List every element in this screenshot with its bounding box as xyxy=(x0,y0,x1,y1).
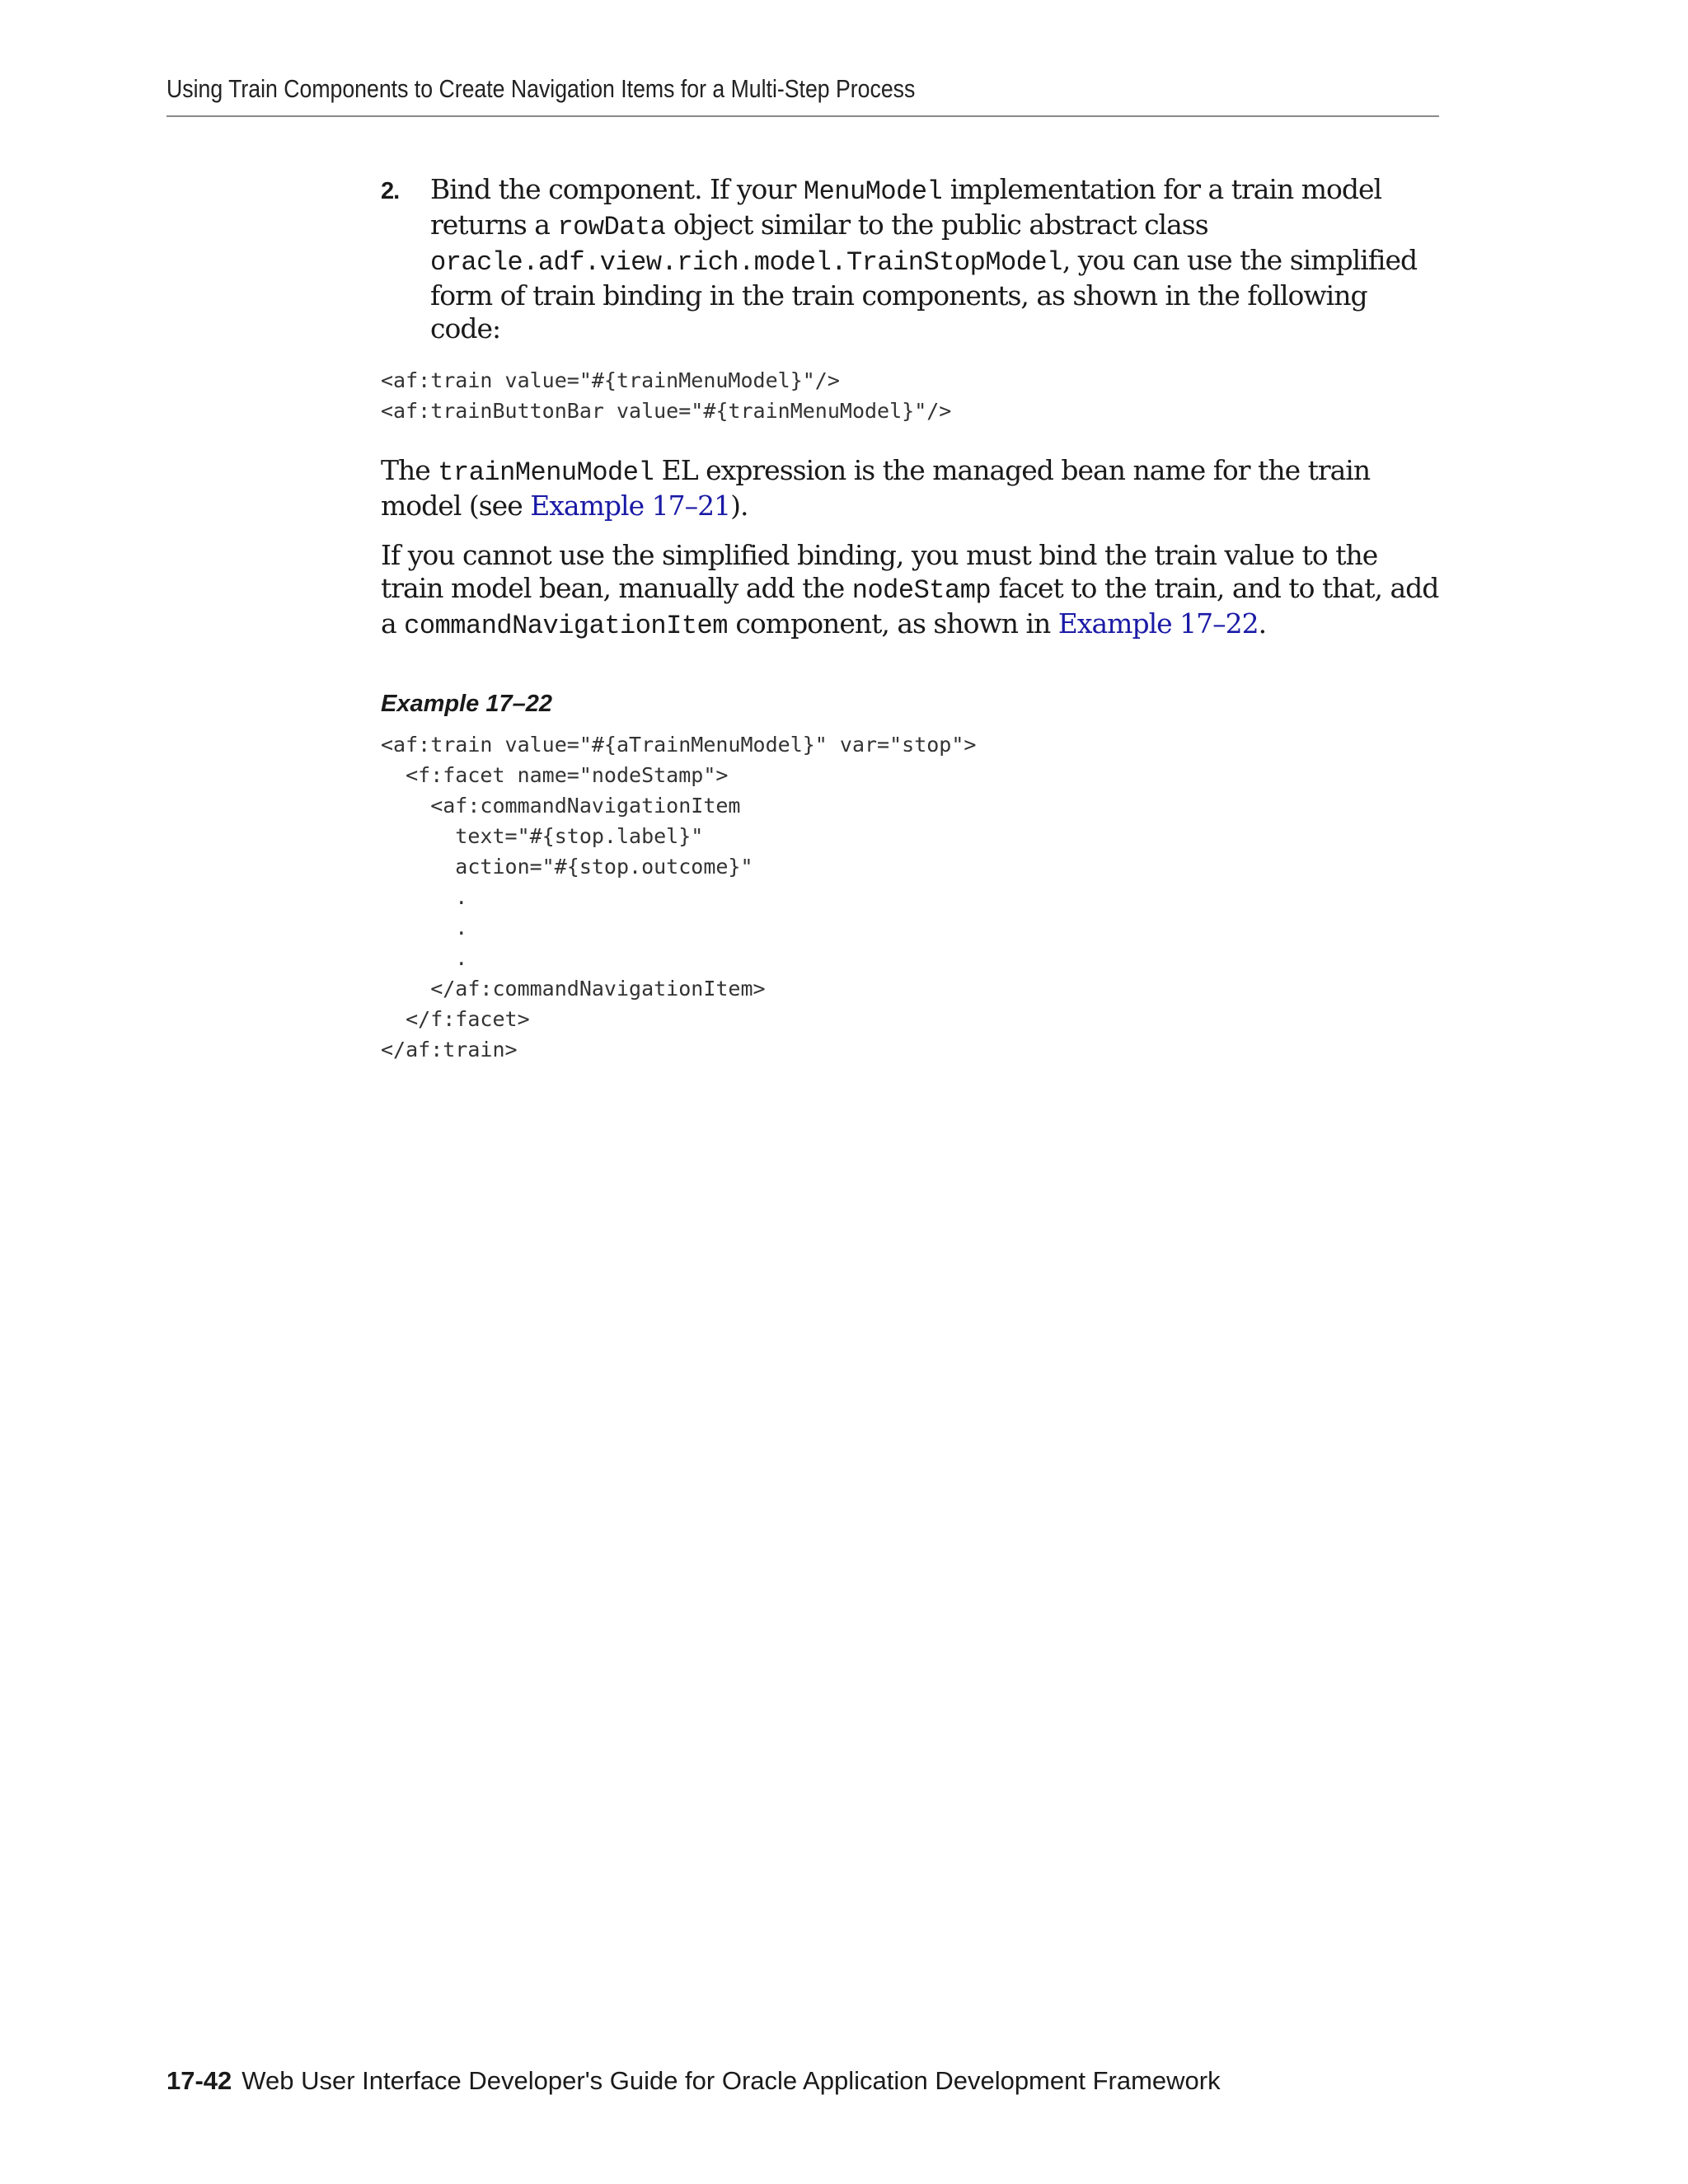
step-2 xyxy=(381,173,1444,345)
step-number: 2. xyxy=(381,178,400,204)
step-text-4: , you can use the simplified form of train binding in the train components, as shown in the following code: xyxy=(430,244,1418,344)
paragraph-manual-binding xyxy=(381,539,1444,643)
step-text-2: implementation for a train model returns a xyxy=(430,173,1382,241)
page-content xyxy=(381,173,1444,1065)
para2-text-4: . xyxy=(1258,607,1267,640)
code-block-example-17-22: <af:train value="#{aTrainMenuModel}" var="stop"> <f:facet name="nodeStamp"> <af:commandNavigationItem text="#{stop.label}" action="#{stop.outcome}" . . . </af:commandNavigationItem> </f:facet> </af:train> xyxy=(381,733,977,1062)
menumodel-code: MenuModel xyxy=(803,176,943,207)
step-text-1: Bind the component. If your xyxy=(430,173,804,205)
book-title: Web User Interface Developer's Guide for Oracle Application Development Framework xyxy=(241,2066,1221,2095)
page-footer xyxy=(166,2066,1221,2096)
para1-text-1: The xyxy=(381,454,438,486)
commandnavigationitem-code: commandNavigationItem xyxy=(404,611,728,641)
rowdata-code: rowData xyxy=(557,212,666,242)
step-text xyxy=(430,173,1444,345)
paragraph-trainmenumodel xyxy=(381,454,1444,523)
example-title: Example 17–22 xyxy=(381,691,552,717)
para2-text-1: If you cannot use the simplified binding, you must bind the train value to the train model bean, manually add the xyxy=(381,539,1378,604)
nodestamp-code: nodeStamp xyxy=(851,575,992,606)
step-text-3: object similar to the public abstract class xyxy=(665,209,1208,241)
link-example-17-21[interactable]: Example 17–21 xyxy=(530,490,731,522)
para1-text-3: ). xyxy=(730,490,748,522)
para2-text-3: component, as shown in xyxy=(727,607,1058,640)
para1-text-2: EL expression is the managed bean name for the train model (see xyxy=(381,454,1371,522)
code-block-simplified-binding: <af:train value="#{trainMenuModel}"/> <af:trainButtonBar value="#{trainMenuModel}"/> xyxy=(381,368,952,423)
para2-text-2: facet to the train, and to that, add a xyxy=(381,572,1439,640)
running-header: Using Train Components to Create Navigation Items for a Multi-Step Process xyxy=(166,74,916,103)
header-divider xyxy=(166,115,1439,117)
trainmenumodel-code: trainMenuModel xyxy=(438,457,654,488)
link-example-17-22[interactable]: Example 17–22 xyxy=(1057,607,1259,640)
page-number: 17-42 xyxy=(166,2066,232,2095)
trainstopmodel-code: oracle.adf.view.rich.model.TrainStopModel xyxy=(430,247,1062,278)
